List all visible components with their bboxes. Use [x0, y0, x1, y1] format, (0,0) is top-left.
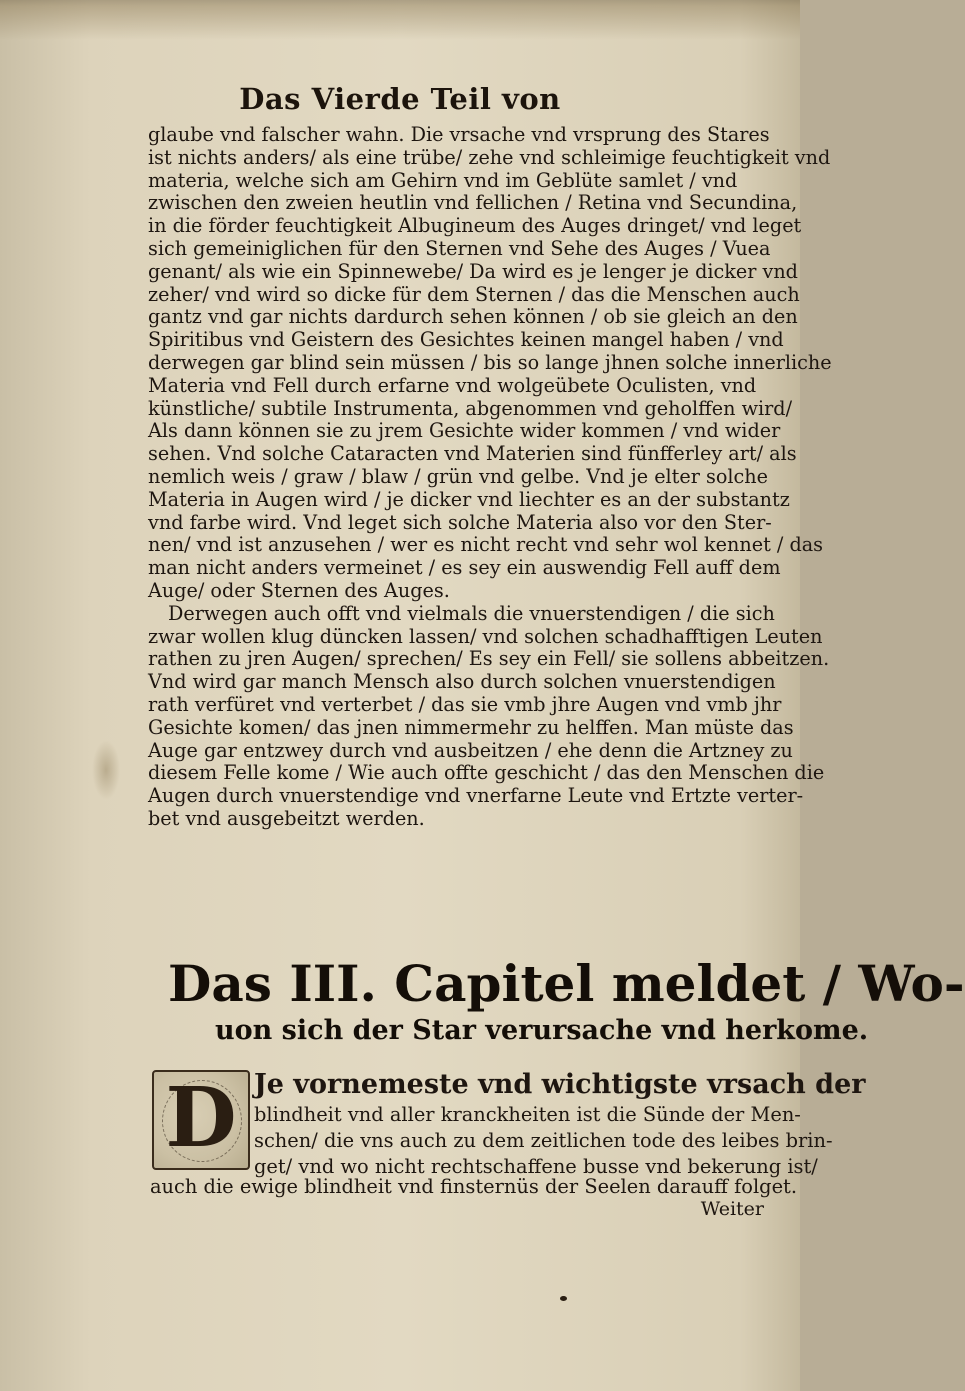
text-line: diesem Felle kome / Wie auch offte geschicht / das den Menschen die — [148, 761, 825, 785]
ink-speck — [560, 1296, 567, 1301]
text-line: get/ vnd wo nicht rechtschaffene busse vnd bekerung ist/ — [254, 1155, 818, 1178]
text-line: rath verfüret vnd verterbet / das sie vmb jhre Augen vnd vmb jhr — [148, 692, 782, 716]
text-line: Materia vnd Fell durch erfarne vnd wolgeübete Oculisten, vnd — [148, 373, 757, 397]
text-line: derwegen gar blind sein müssen / bis so lange jhnen solche innerliche — [148, 350, 832, 374]
chapter-tail-line: auch die ewige blindheit vnd finsternüs der Seelen darauff folget. — [150, 1175, 798, 1198]
text-line: schen/ die vns auch zu dem zeitlichen tode des leibes brin- — [254, 1129, 833, 1152]
text-line: genant/ als wie ein Spinnewebe/ Da wird es je lenger je dicker vnd — [148, 259, 798, 283]
chapter-opening — [254, 1069, 866, 1180]
text-line: man nicht anders vermeinet / es sey ein auswendig Fell auff dem — [148, 556, 781, 580]
text-line: zwar wollen klug düncken lassen/ vnd solchen schadhafftigen Leuten — [148, 624, 823, 648]
text-line: materia, welche sich am Gehirn vnd im Geblüte samlet / vnd — [148, 168, 738, 192]
chapter-lead-line: Je vornemeste vnd wichtigste vrsach der — [254, 1069, 866, 1100]
text-line: Materia in Augen wird / je dicker vnd liechter es an der substantz — [148, 487, 790, 511]
chapter-title: Das III. Capitel meldet / Wo- — [168, 954, 965, 1013]
text-line: Als dann können sie zu jrem Gesichte wider kommen / vnd wider — [148, 419, 781, 443]
text-line: zeher/ vnd wird so dicke für dem Sternen / das die Menschen auch — [148, 282, 800, 306]
initial-letter: D — [165, 1070, 237, 1166]
text-line: sich gemeiniglichen für den Sternen vnd Sehe des Auges / Vuea — [148, 236, 771, 260]
text-line: rathen zu jren Augen/ sprechen/ Es sey ein Fell/ sie sollens abbeitzen. — [148, 647, 830, 671]
text-line: gantz vnd gar nichts dardurch sehen können / ob sie gleich an den — [148, 305, 798, 329]
text-line: nemlich weis / graw / blaw / grün vnd gelbe. Vnd je elter solche — [148, 464, 769, 488]
text-line: Gesichte komen/ das jnen nimmermehr zu helffen. Man müste das — [148, 715, 794, 739]
text-line: glaube vnd falscher wahn. Die vrsache vnd vrsprung des Stares — [148, 123, 770, 146]
text-line: nen/ vnd ist anzusehen / wer es nicht recht vnd sehr wol kennet / das — [148, 533, 824, 557]
text-line: Augen durch vnuerstendige vnd vnerfarne Leute vnd Ertzte verter- — [148, 784, 804, 808]
text-line: in die förder feuchtigkeit Albugineum des Auges dringet/ vnd leget — [148, 214, 802, 238]
catchword: Weiter — [700, 1198, 764, 1220]
text-line: Auge gar entzwey durch vnd ausbeitzen / ehe denn die Artzney zu — [148, 738, 793, 762]
text-line: künstliche/ subtile Instrumenta, abgenommen vnd geholffen wird/ — [148, 396, 793, 420]
running-header: Das Vierde Teil von — [239, 82, 561, 116]
decorated-initial — [152, 1070, 250, 1170]
body-text — [148, 123, 832, 831]
text-line: sehen. Vnd solche Cataracten vnd Materien sind fünfferley art/ als — [148, 442, 797, 466]
text-line: Derwegen auch offt vnd vielmals die vnuerstendigen / die sich — [168, 601, 775, 625]
text-line: bet vnd ausgebeitzt werden. — [148, 806, 425, 830]
chapter-subtitle: uon sich der Star verursache vnd herkome. — [215, 1015, 869, 1046]
text-line: Spiritibus vnd Geistern des Gesichtes keinen mangel haben / vnd — [148, 328, 784, 352]
text-line: ist nichts anders/ als eine trübe/ zehe vnd schleimige feuchtigkeit vnd — [148, 145, 831, 169]
text-line: vnd farbe wird. Vnd leget sich solche Materia also vor den Ster- — [148, 510, 772, 534]
text-line: blindheit vnd aller kranckheiten ist die Sünde der Men- — [254, 1103, 801, 1126]
text-line: zwischen den zweien heutlin vnd fellichen / Retina vnd Secundina, — [148, 191, 798, 215]
text-line: Auge/ oder Sternen des Auges. — [148, 578, 450, 602]
text-line: Vnd wird gar manch Mensch also durch solchen vnuerstendigen — [148, 670, 776, 694]
page-stain — [92, 740, 120, 800]
